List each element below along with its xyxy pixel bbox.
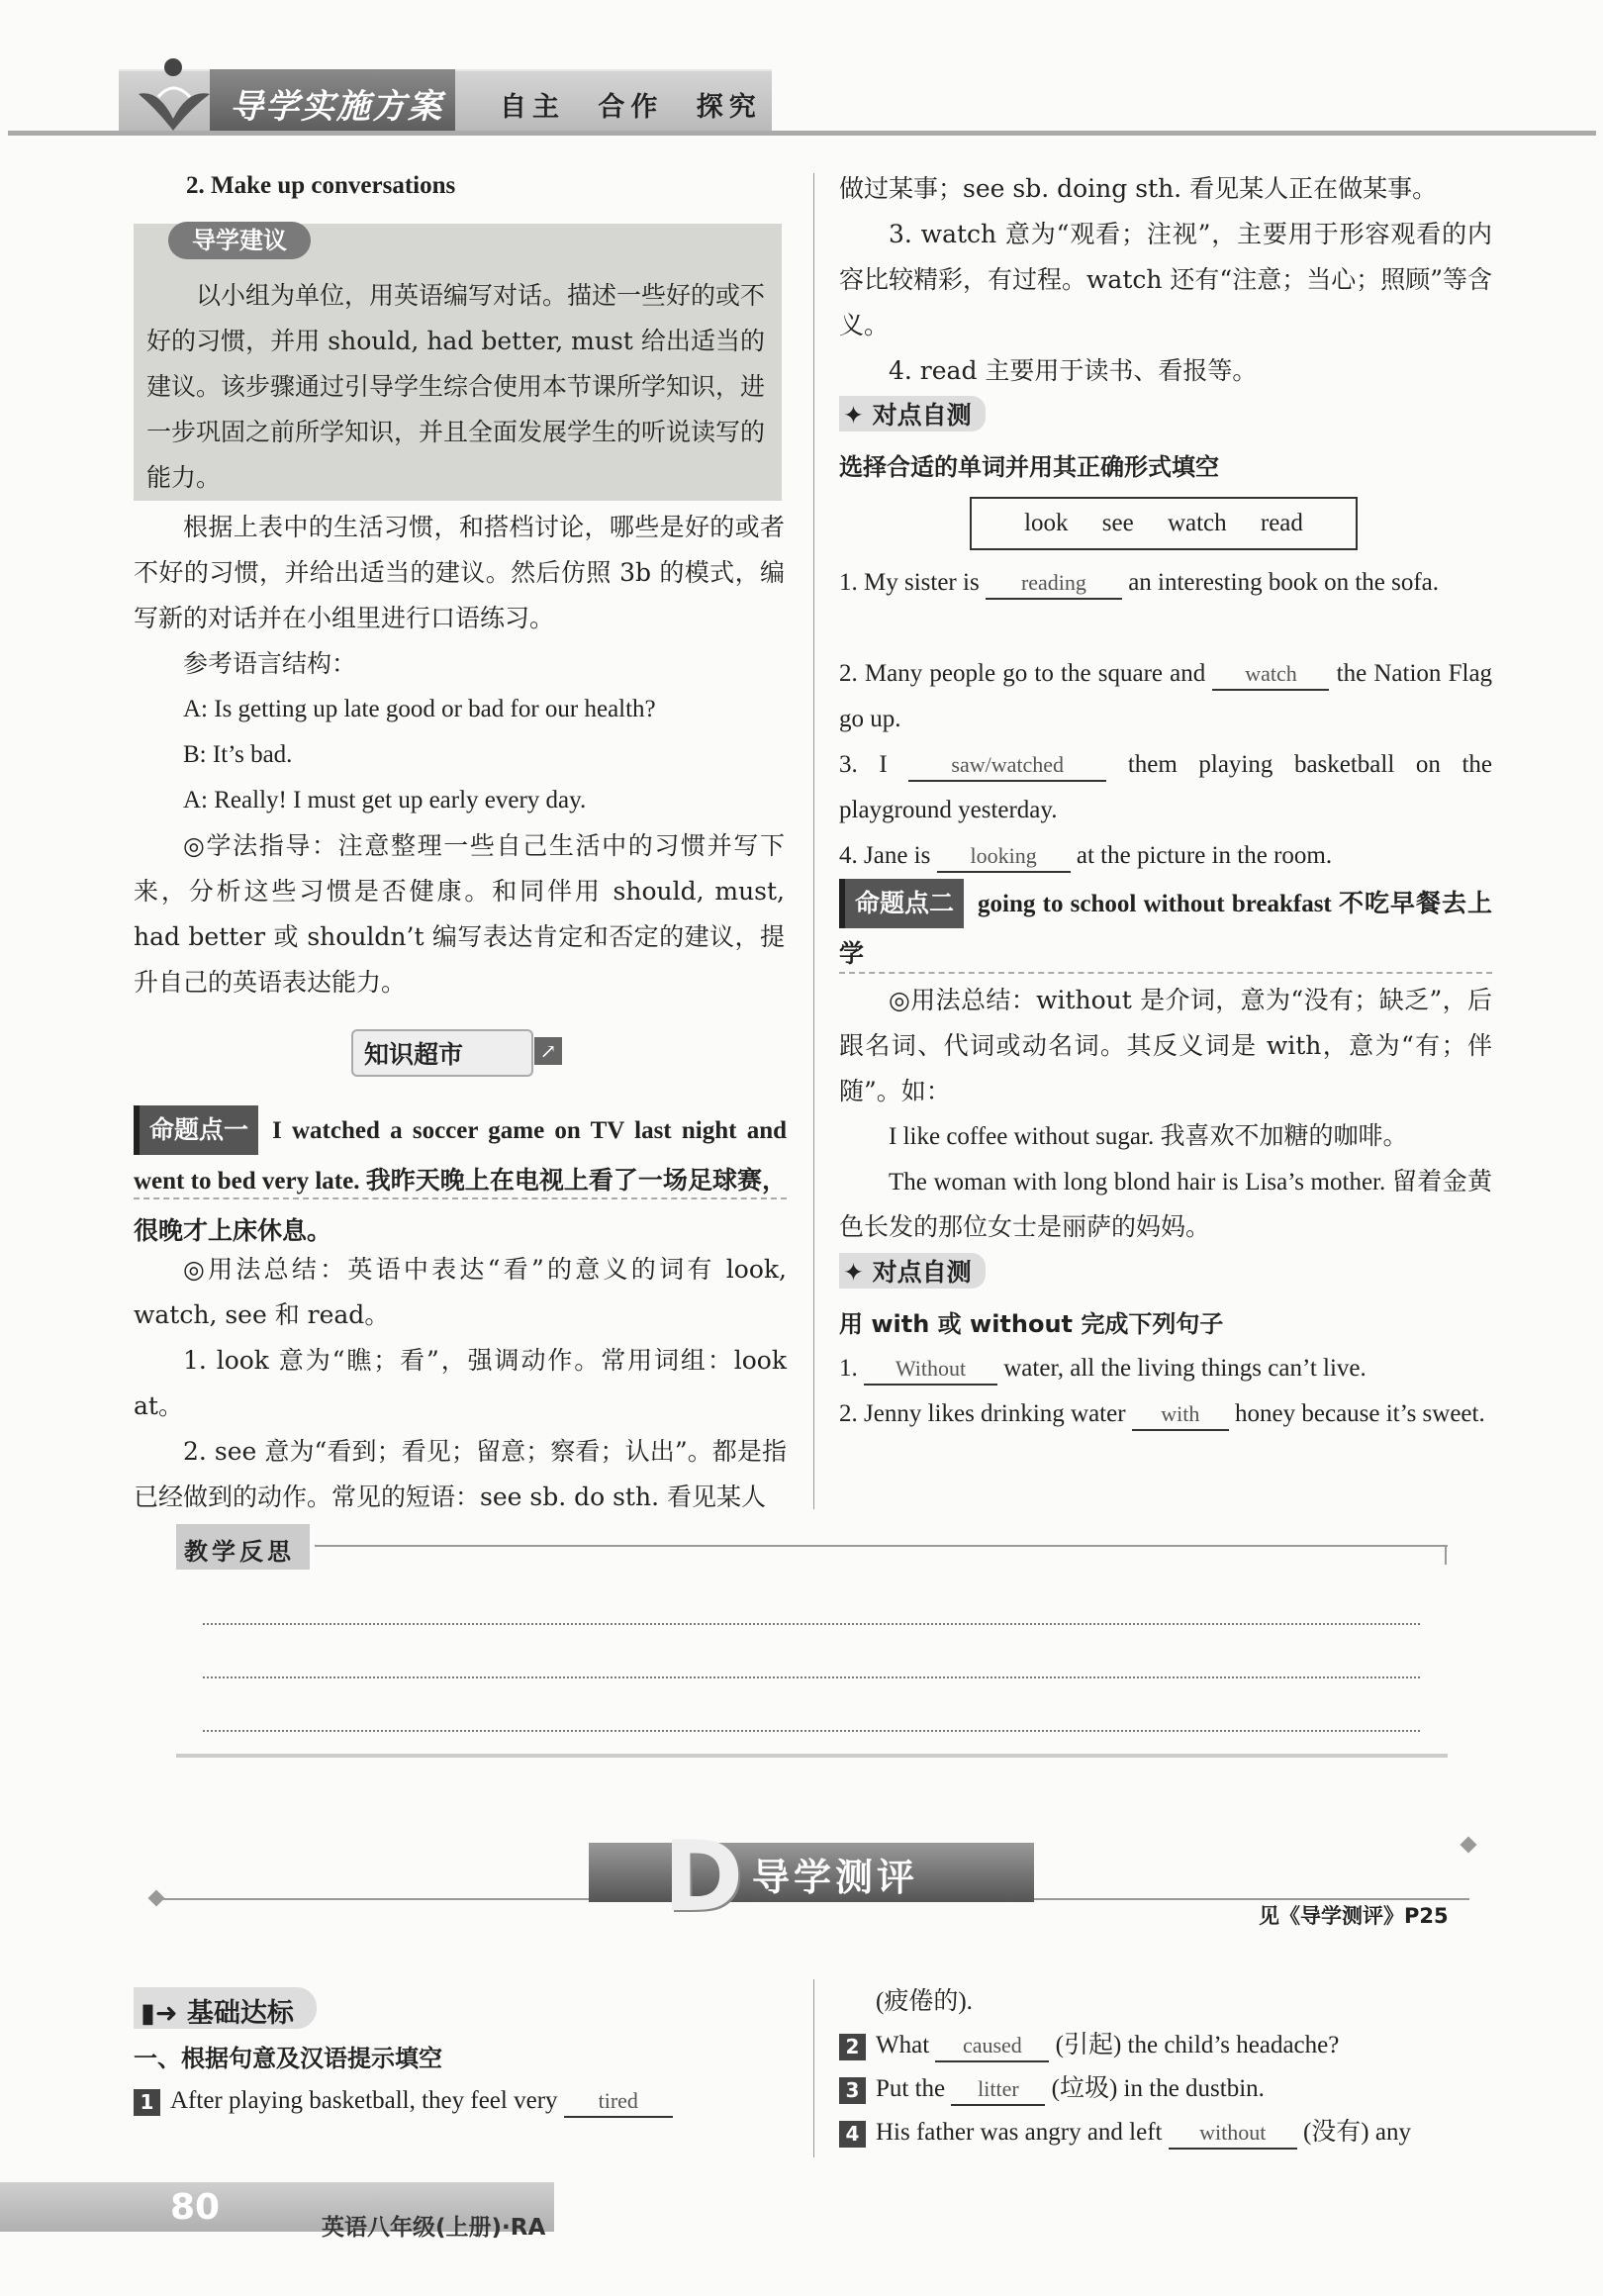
usage-note-2: ◎用法总结：without 是介词，意为“没有；缺乏”，后跟名词、代词或动名词。其反义词是 with，意为“有；伴随”。如： <box>839 986 1492 1105</box>
with-question-2 <box>839 1391 1492 1437</box>
look-note: 1. look 意为“瞧；看”，强调动作。常用词组：look at。 <box>134 1346 787 1420</box>
key-point-1-label: 命题点一 <box>134 1105 258 1155</box>
reflection-top-rule <box>315 1545 1448 1547</box>
exercise-3 <box>839 2066 1492 2112</box>
q3-text-b: them playing basketball on the playground yesterday. <box>839 751 1492 823</box>
e3-text-a: Put the <box>876 2075 946 2102</box>
exercise-1-number: 1 <box>134 2089 160 2116</box>
dialog-line-3: A: Really! I must get up early every day. <box>183 787 587 813</box>
e4-text-b: (没有) any <box>1302 2119 1411 2146</box>
exercise-1 <box>134 2078 806 2124</box>
read-note: 4. read 主要用于读书、看报等。 <box>889 356 1258 385</box>
w1-text-a: 1. <box>839 1355 858 1382</box>
q1-text-a: 1. My sister is <box>839 569 980 596</box>
key-point-2 <box>839 879 1492 980</box>
basic-label: 基础达标 <box>186 1998 294 2029</box>
rule-diamond-right <box>1461 1837 1477 1854</box>
key-point-1 <box>134 1105 787 1257</box>
exercise-2-number: 2 <box>839 2034 866 2060</box>
w2-answer-blank[interactable]: with <box>1132 1399 1229 1431</box>
q2-answer-blank[interactable]: watch <box>1212 659 1329 691</box>
e4-text-a: His father was angry and left <box>876 2119 1163 2146</box>
rule-diamond-left <box>148 1890 165 1907</box>
with-question-1 <box>839 1346 1492 1391</box>
exercise-4-number: 4 <box>839 2121 866 2148</box>
key-point-2-underline <box>839 972 1492 974</box>
task-1-instruction: 选择合适的单词并用其正确形式填空 <box>839 453 1219 481</box>
header-tags: 自主 合作 探究 <box>500 92 762 123</box>
question-3 <box>839 742 1492 833</box>
exercise-instruction: 一、根据句意及汉语提示填空 <box>134 2045 442 2072</box>
exercise-1-continued: (疲倦的). <box>876 1988 973 2015</box>
reflection-line-1[interactable] <box>203 1623 1420 1625</box>
self-test-2: ✦ 对点自测 <box>839 1253 1492 1289</box>
key-point-2-label: 命题点二 <box>839 879 964 928</box>
key-point-1-text: I watched a soccer game on TV last night and went to bed very late. 我昨天晚上在电视上看了一场足球赛，很晚才上床休息。 <box>134 1117 787 1245</box>
task-2-instruction: 用 with 或 without 完成下列句子 <box>839 1310 1224 1338</box>
see-note-continued: 做过某事；see sb. doing sth. 看见某人正在做某事。 <box>839 174 1438 203</box>
e4-answer-blank[interactable]: without <box>1169 2118 1297 2150</box>
reflection-line-2[interactable] <box>203 1676 1420 1678</box>
page-header <box>0 0 1603 148</box>
see-note: 2. see 意为“看到；看见；留意；察看；认出”。都是指已经做到的动作。常见的短语：see sb. do sth. 看见某人 <box>134 1437 787 1511</box>
w1-answer-blank[interactable]: Without <box>864 1354 997 1386</box>
question-1 <box>839 560 1492 606</box>
e2-text-b: (引起) the child’s headache? <box>1055 2032 1340 2058</box>
q1-answer-blank[interactable]: reading <box>986 568 1122 600</box>
e3-text-b: (垃圾) in the dustbin. <box>1051 2075 1265 2102</box>
guide-text: 以小组为单位，用英语编写对话。描述一些好的或不好的习惯，并用 should, had better, must 给出适当的建议。该步骤通过引导学生综合使用本节课所学知识，进一步巩固之前所学知识，并且全面发展学生的听说读写的能力。 <box>146 281 766 492</box>
question-2 <box>839 651 1492 742</box>
section-d-reference: 见《导学测评》P25 <box>1259 1904 1449 1928</box>
reference-label: 参考语言结构： <box>183 649 357 678</box>
exercise-3-number: 3 <box>839 2077 866 2104</box>
q3-text-a: 3. I <box>839 751 888 778</box>
word-bank: look see watch read <box>970 497 1358 550</box>
guide-pill: 导学建议 <box>168 222 311 259</box>
q4-answer-blank[interactable]: looking <box>937 841 1071 873</box>
e2-answer-blank[interactable]: caused <box>935 2031 1049 2062</box>
q1-text-b: an interesting book on the sofa. <box>1128 569 1440 596</box>
method-note: ◎学法指导：注意整理一些自己生活中的习惯并写下来，分析这些习惯是否健康。和同伴用 should, must, had better 或 shouldn’t 编写表达肯定和否定的建议，提升自己的英语表达能力。 <box>134 831 785 997</box>
exercise-2 <box>839 2023 1492 2068</box>
basic-title: ▮➜ 基础达标 <box>141 1998 294 2029</box>
e3-answer-blank[interactable]: litter <box>951 2074 1045 2106</box>
usage-note-1: ◎用法总结：英语中表达“看”的意义的词有 look, watch, see 和 read。 <box>134 1255 787 1329</box>
dialog-line-2: B: It’s bad. <box>183 741 293 768</box>
e1-answer-blank[interactable]: tired <box>564 2086 673 2118</box>
book-title: 英语八年级(上册)·RA <box>322 2215 546 2241</box>
q3-answer-blank[interactable]: saw/watched <box>908 750 1106 782</box>
w1-text-b: water, all the living things can’t live. <box>1003 1355 1367 1382</box>
e1-text-a: After playing basketball, they feel very <box>170 2087 558 2114</box>
q2-text-a: 2. Many people go to the square and <box>839 660 1206 687</box>
dialog-line-1: A: Is getting up late good or bad for our health? <box>183 696 656 722</box>
w2-text-b: honey because it’s sweet. <box>1235 1400 1485 1427</box>
q4-text-a: 4. Jane is <box>839 842 931 869</box>
exercise-4 <box>839 2110 1512 2155</box>
instruction-paragraph: 根据上表中的生活习惯，和搭档讨论，哪些是好的或者不好的习惯，并给出适当的建议。然后仿照 3b 的模式，编写新的对话并在小组里进行口语练习。 <box>134 513 785 632</box>
header-title: 导学实施方案 <box>230 87 443 127</box>
key-point-1-underline <box>134 1197 787 1199</box>
e2-text-a: What <box>876 2032 930 2058</box>
bottom-column-divider <box>813 1979 814 2157</box>
page-number: 80 <box>170 2187 221 2228</box>
q4-text-b: at the picture in the room. <box>1076 842 1333 869</box>
reflection-bottom-rule <box>176 1754 1448 1758</box>
reflection-line-3[interactable] <box>203 1730 1420 1732</box>
knowledge-market-title: 知识超市 <box>364 1040 464 1069</box>
example-2: The woman with long blond hair is Lisa’s mother. 留着金黄色长发的那位女士是丽萨的妈妈。 <box>839 1169 1492 1241</box>
section-heading: 2. Make up conversations <box>186 172 456 199</box>
self-test-2-label: 对点自测 <box>872 1258 972 1287</box>
key-point-2-text: going to school without breakfast 不吃早餐去上学 <box>839 891 1492 968</box>
section-d-letter: D <box>663 1821 744 1934</box>
arrow-icon: ↗ <box>534 1037 562 1065</box>
question-4 <box>839 833 1492 879</box>
reflection-right-rule <box>1445 1545 1447 1565</box>
q2-text-b: the Nation Flag go up. <box>839 660 1493 732</box>
header-rule <box>8 131 1596 136</box>
example-1: I like coffee without sugar. 我喜欢不加糖的咖啡。 <box>889 1123 1408 1150</box>
watch-note: 3. watch 意为“观看；注视”，主要用于形容观看的内容比较精彩，有过程。watch 还有“注意；当心；照顾”等含义。 <box>839 220 1492 339</box>
section-d-title: 导学测评 <box>752 1856 919 1899</box>
self-test-1-label: 对点自测 <box>872 401 972 430</box>
w2-text-a: 2. Jenny likes drinking water <box>839 1400 1126 1427</box>
reflection-label: 教学反思 <box>184 1538 295 1566</box>
self-test-1: ✦ 对点自测 <box>839 396 1492 431</box>
book-logo-icon <box>129 49 218 139</box>
column-divider <box>813 173 814 1509</box>
